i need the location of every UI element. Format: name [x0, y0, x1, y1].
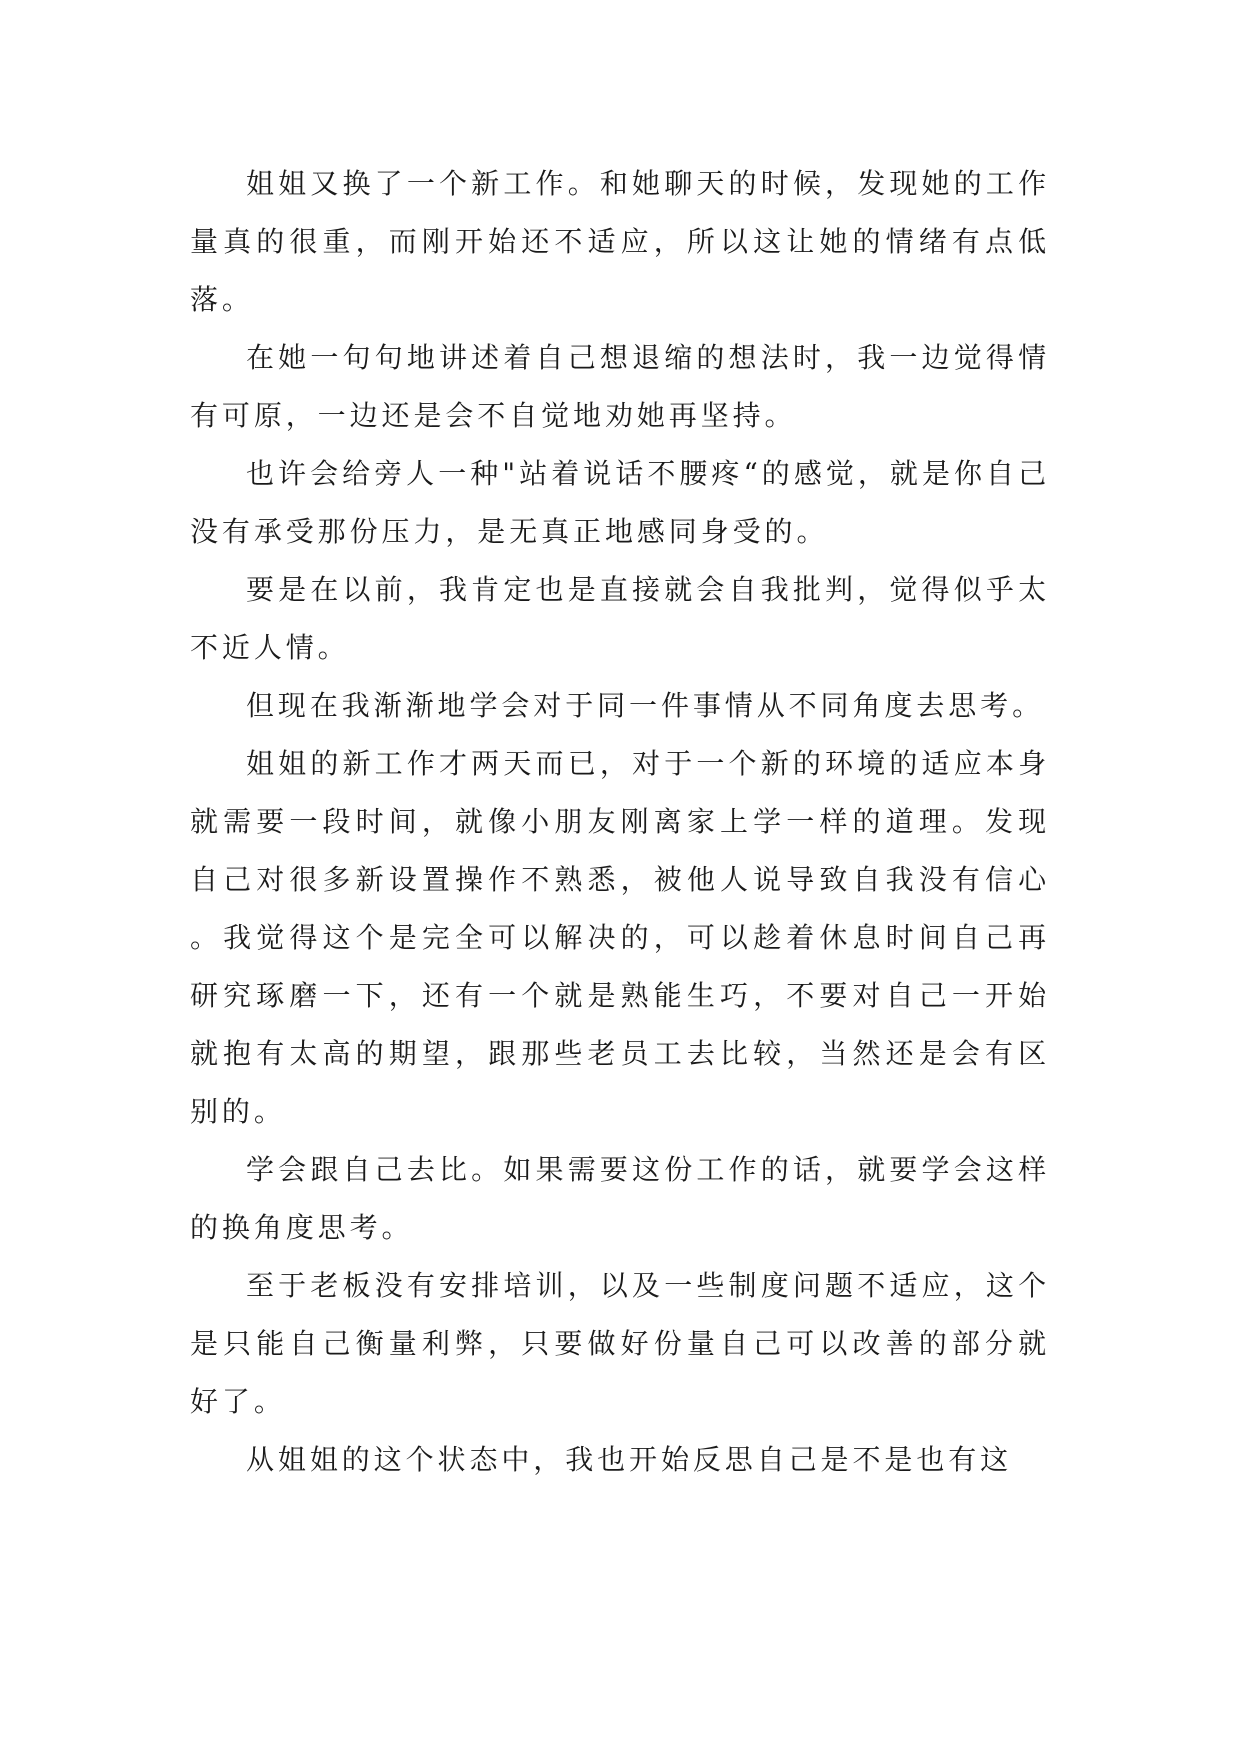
paragraph: 从姐姐的这个状态中，我也开始反思自己是不是也有这: [246, 1443, 1013, 1476]
paragraph: 姐姐的新工作才两天而已，对于一个新的环境的适应本身就需要一段时间，就像小朋友刚离家上学一样的道理。发现自己对很多新设置操作不熟悉，被他人说导致自我没有信心。我觉得这个是完全可以解决的，可以趁着休息时间自己再研究琢磨一下，还有一个就是熟能生巧，不要对自己一开始就抱有太高的期望，跟那些老员工去比较，当然还是会有区别的。: [190, 747, 1050, 1128]
document-body: [190, 155, 1050, 1489]
paragraph: 也许会给旁人一种"站着说话不腰疼“的感觉，就是你自己没有承受那份压力，是无真正地感同身受的。: [190, 457, 1050, 548]
paragraph: 要是在以前，我肯定也是直接就会自我批判，觉得似乎太不近人情。: [190, 573, 1050, 664]
paragraph: 姐姐又换了一个新工作。和她聊天的时候，发现她的工作量真的很重，而刚开始还不适应，所以这让她的情绪有点低落。: [190, 167, 1050, 316]
paragraph: 学会跟自己去比。如果需要这份工作的话，就要学会这样的换角度思考。: [190, 1153, 1050, 1244]
paragraph: 至于老板没有安排培训，以及一些制度问题不适应，这个是只能自己衡量利弊，只要做好份量自己可以改善的部分就好了。: [190, 1269, 1050, 1418]
paragraph: 但现在我渐渐地学会对于同一件事情从不同角度去思考。: [246, 689, 1045, 722]
paragraph: 在她一句句地讲述着自己想退缩的想法时，我一边觉得情有可原，一边还是会不自觉地劝她再坚持。: [190, 341, 1050, 432]
